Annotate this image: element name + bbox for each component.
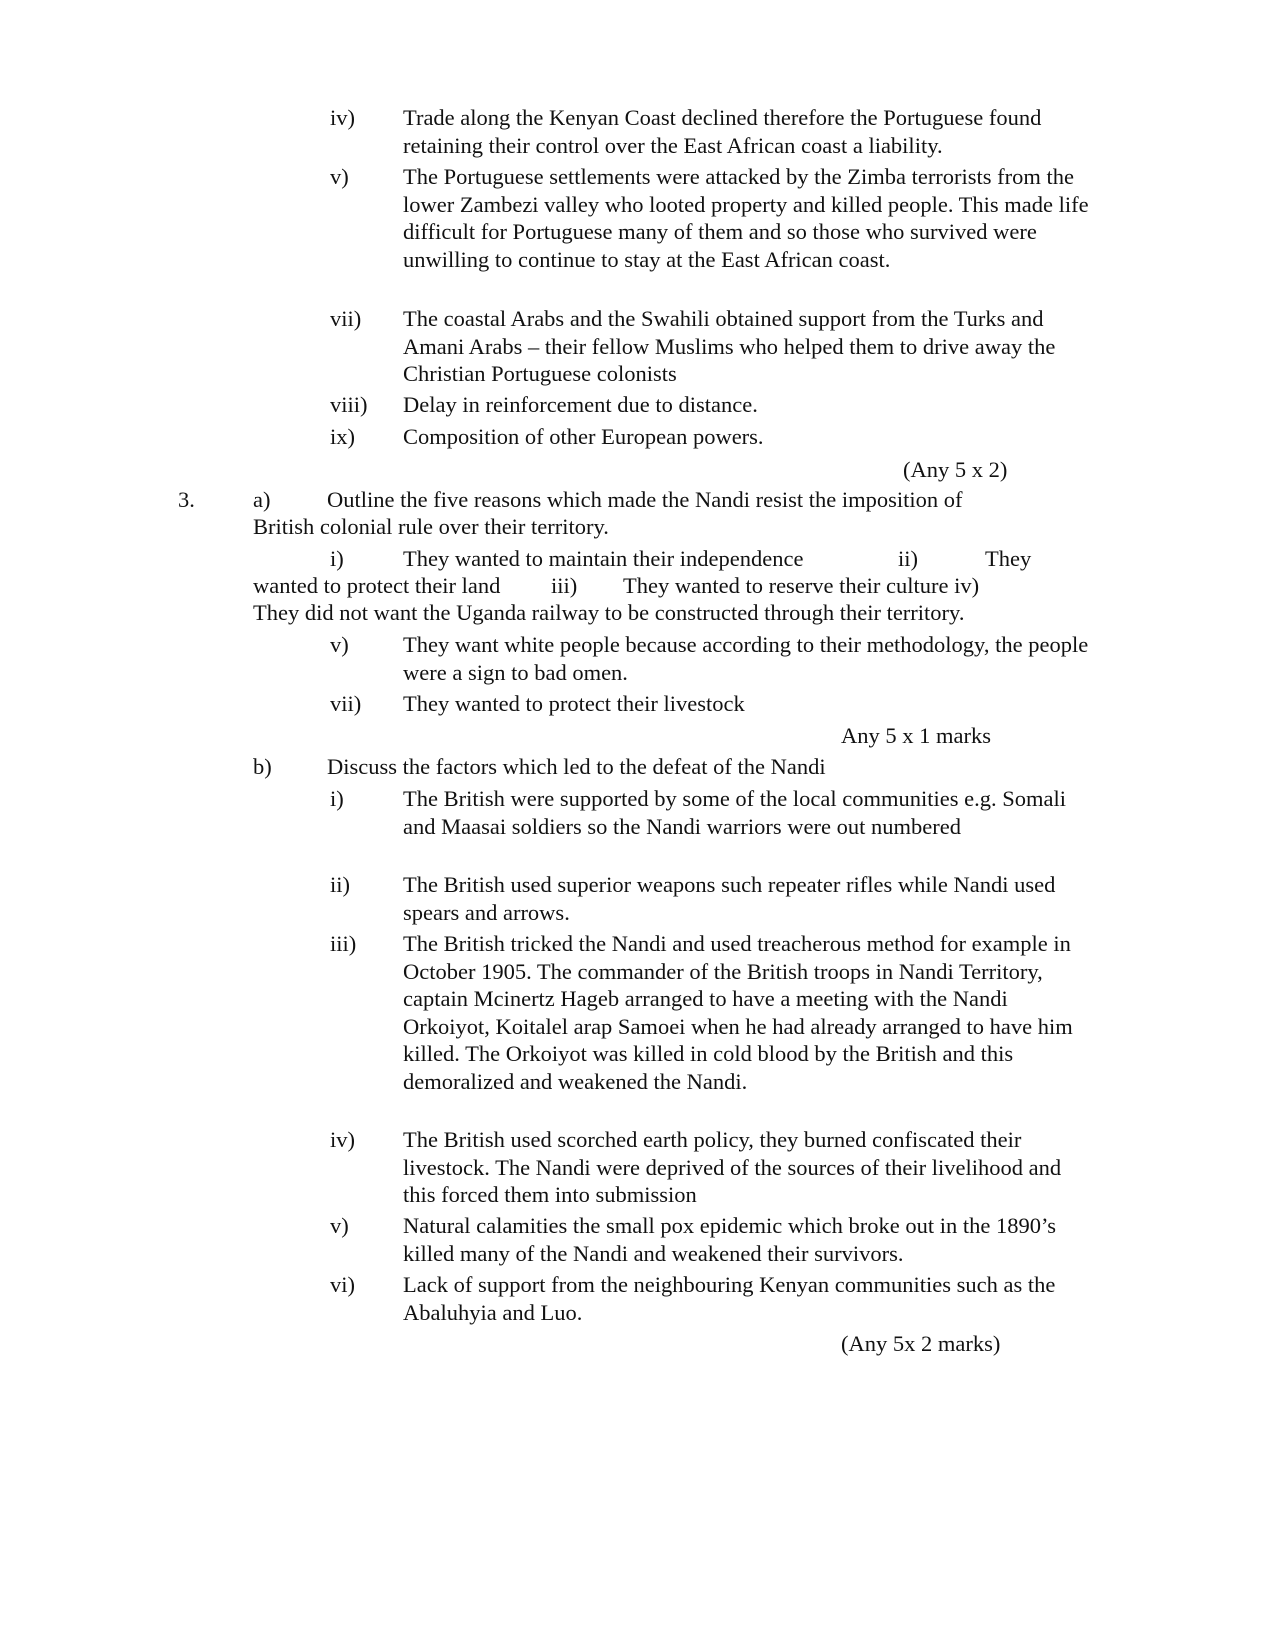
item-number: i) <box>330 546 344 571</box>
item-text: The Portuguese settlements were attacked by the Zimba terrorists from the lower Zambezi valley who looted property and killed people. This made life difficult for Portuguese many of them and so those who survived were unwilling to continue to stay at the East African coast. <box>403 164 1089 272</box>
item-text: Natural calamities the small pox epidemic which broke out in the 1890’s killed many of the Nandi and weakened their survivors. <box>403 1213 1056 1266</box>
item-text: They wanted to reserve their culture iv) <box>623 573 980 598</box>
item-number: ii) <box>330 872 350 897</box>
item-number: i) <box>330 786 344 811</box>
question-part-label: a) <box>253 487 271 512</box>
item-text: The British used superior weapons such repeater rifles while Nandi used spears and arrows. <box>403 872 1056 925</box>
item-text: Composition of other European powers. <box>403 424 764 449</box>
item-number: v) <box>330 164 349 189</box>
item-number: iv) <box>330 1127 355 1152</box>
item-text: Lack of support from the neighbouring Kenyan communities such as the Abaluhyia and Luo. <box>403 1272 1056 1325</box>
item-number: v) <box>330 632 349 657</box>
item-number: ii) <box>898 546 918 571</box>
item-number: iv) <box>330 105 355 130</box>
item-number: vii) <box>330 306 362 331</box>
question-number: 3. <box>178 487 195 512</box>
item-text: Trade along the Kenyan Coast declined therefore the Portuguese found retaining their control over the East African coast a liability. <box>403 105 1042 158</box>
item-text: The British used scorched earth policy, they burned confiscated their livestock. The Nandi were deprived of the sources of their livelihood and this forced them into submission <box>403 1127 1062 1207</box>
question-text: British colonial rule over their territory. <box>253 514 609 539</box>
item-text: The coastal Arabs and the Swahili obtained support from the Turks and Amani Arabs – their fellow Muslims who helped them to drive away the Christian Portuguese colonists <box>403 306 1056 386</box>
item-text: They wanted to maintain their independence <box>403 546 804 571</box>
item-number: v) <box>330 1213 349 1238</box>
item-number: iii) <box>551 573 578 598</box>
marks-note: (Any 5 x 2) <box>903 457 1008 482</box>
item-text: They wanted to protect their livestock <box>403 691 745 716</box>
item-text: They did not want the Uganda railway to be constructed through their territory. <box>253 600 965 625</box>
item-text: The British were supported by some of the local communities e.g. Somali and Maasai soldiers so the Nandi warriors were out numbered <box>403 786 1066 839</box>
item-number: ix) <box>330 424 355 449</box>
item-number: viii) <box>330 392 368 417</box>
item-number: iii) <box>330 931 357 956</box>
item-text: They <box>985 546 1032 571</box>
question-text: Discuss the factors which led to the defeat of the Nandi <box>327 754 826 779</box>
item-number: vi) <box>330 1272 355 1297</box>
item-text: The British tricked the Nandi and used treacherous method for example in October 1905. The commander of the British troops in Nandi Territory, captain Mcinertz Hageb arranged to have a meeting with the Nandi Orkoiyot, Koitalel arap Samoei when he had already arranged to have him killed. The Orkoiyot was killed in cold blood by the British and this demoralized and weakened the Nandi. <box>403 931 1073 1094</box>
marks-note: (Any 5x 2 marks) <box>841 1331 1001 1356</box>
marks-note: Any 5 x 1 marks <box>841 723 991 748</box>
item-text: They want white people because according to their methodology, the people were a sign to bad omen. <box>403 632 1089 685</box>
item-number: vii) <box>330 691 362 716</box>
item-text: Delay in reinforcement due to distance. <box>403 392 758 417</box>
question-text: Outline the five reasons which made the Nandi resist the imposition of <box>327 487 963 512</box>
question-part-label: b) <box>253 754 272 779</box>
item-text: wanted to protect their land <box>253 573 501 598</box>
